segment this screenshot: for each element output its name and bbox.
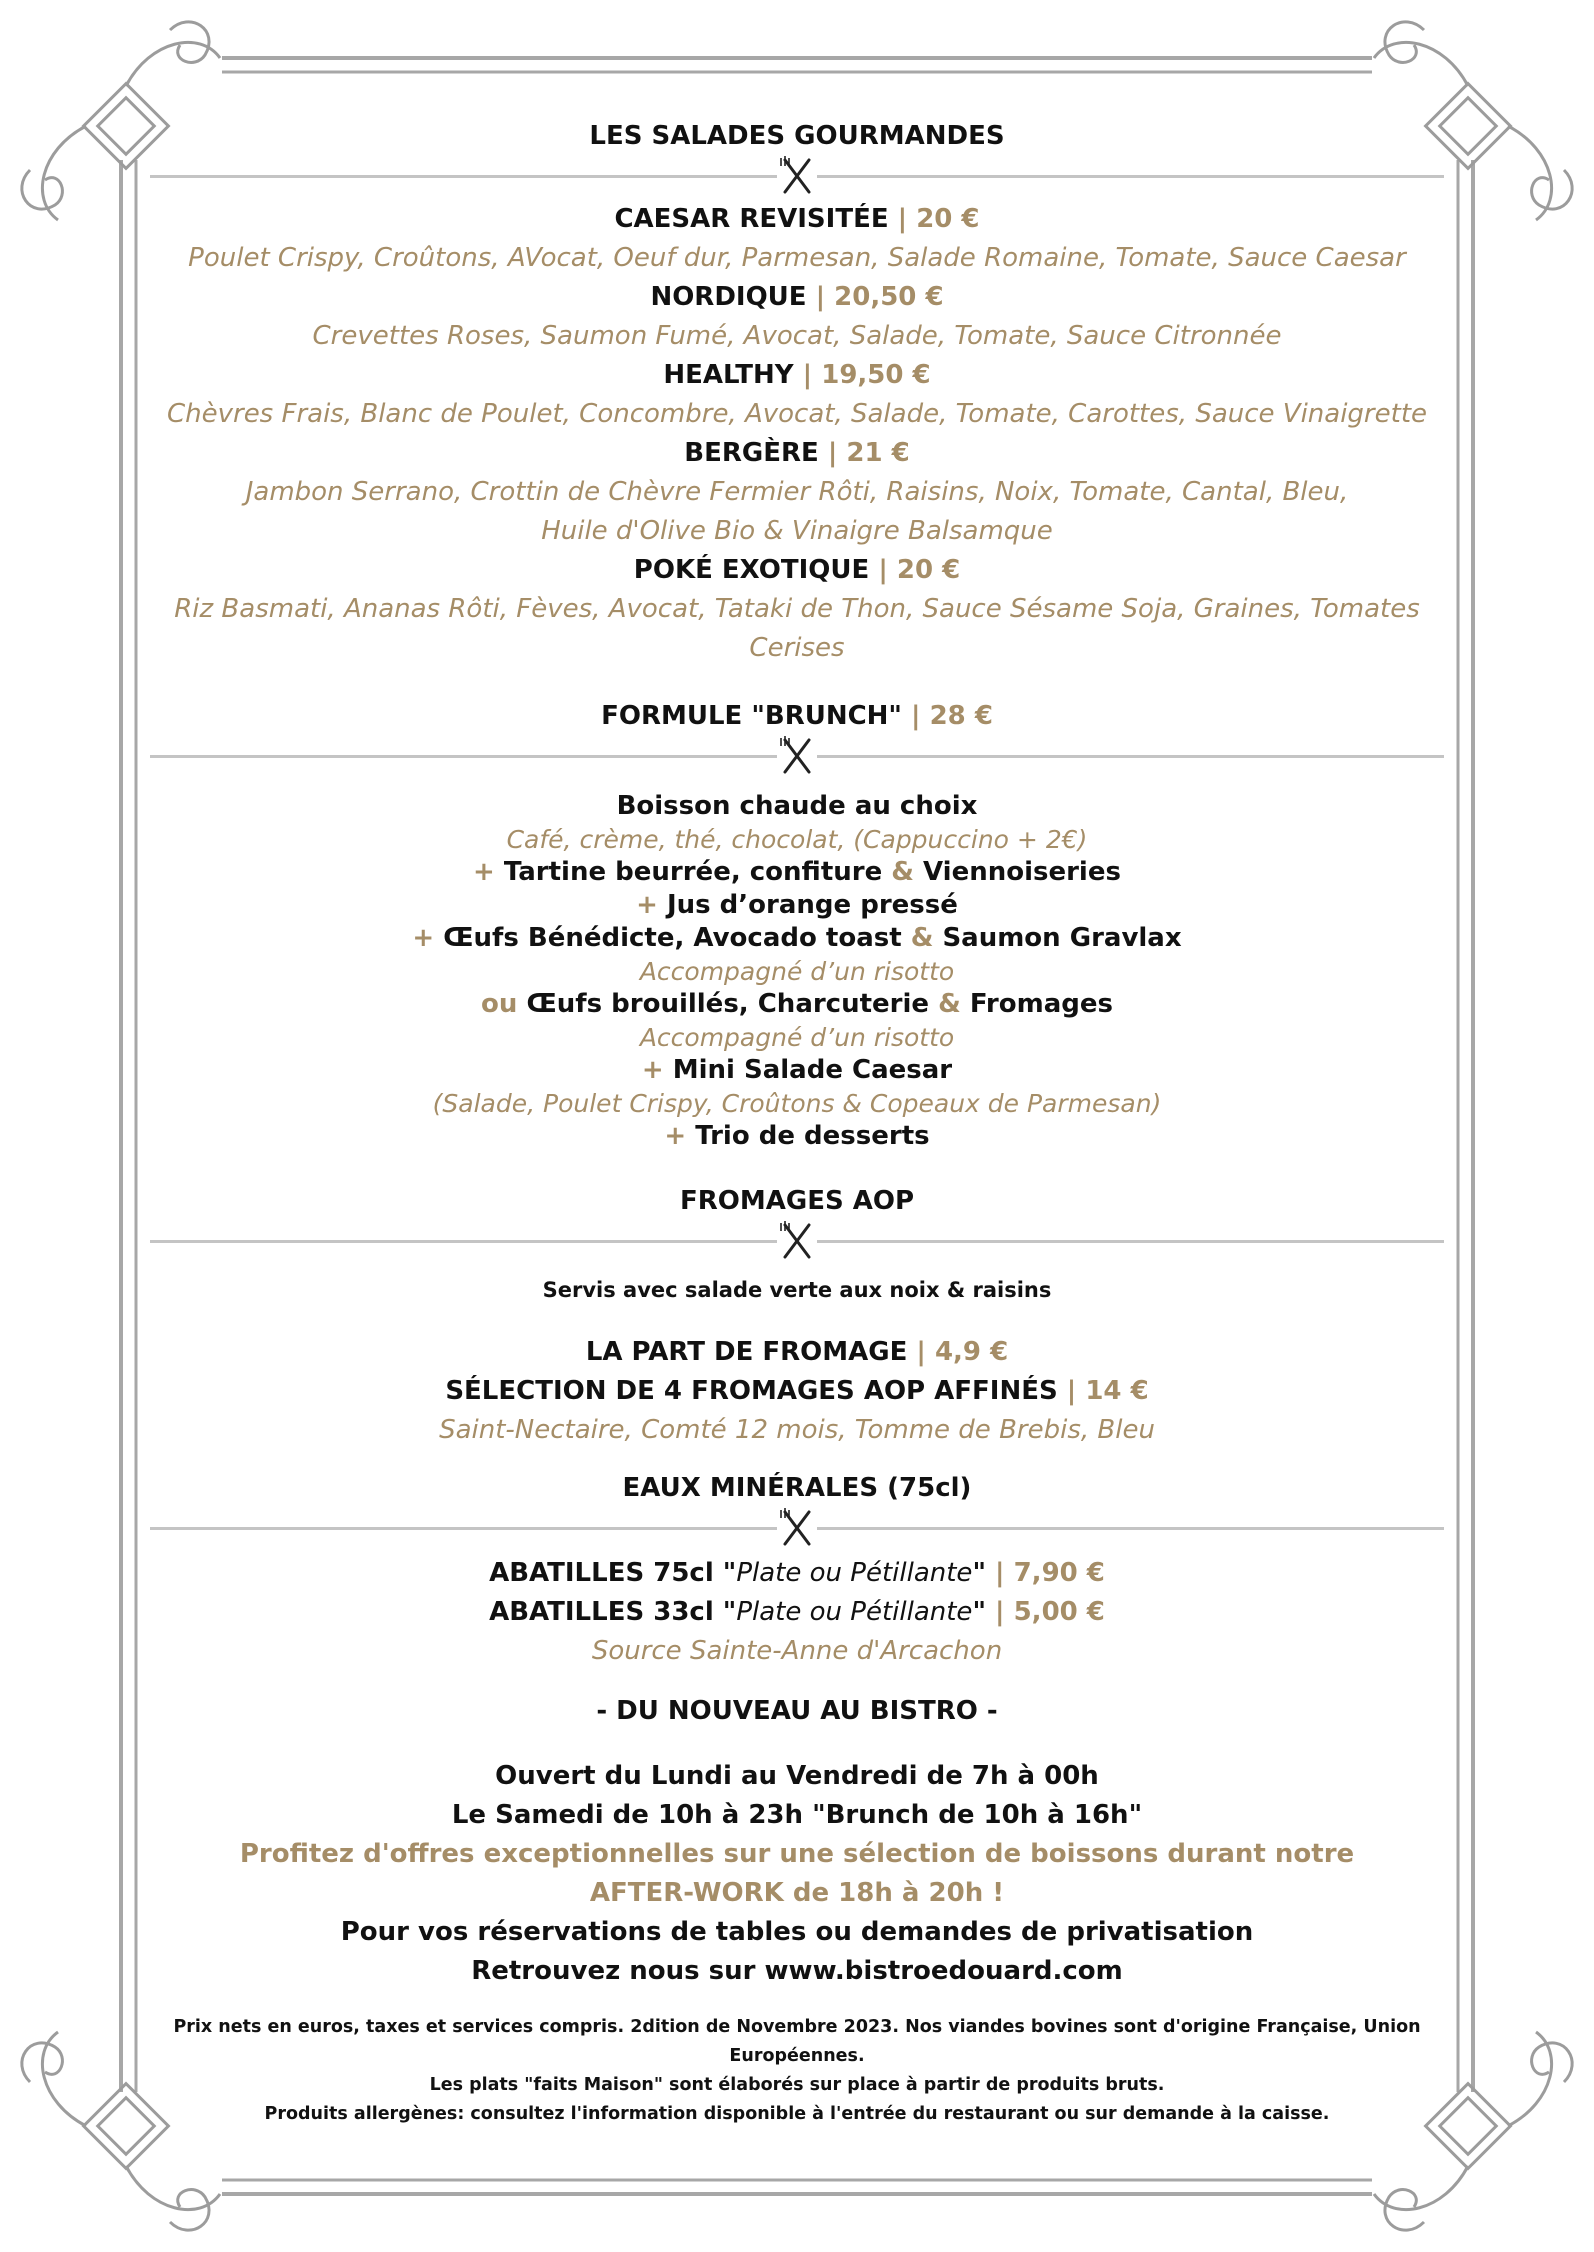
menu-item-description: Saint-Nectaire, Comté 12 mois, Tomme de Brebis, Bleu (439, 1415, 1155, 1445)
promo-line: Profitez d'offres exceptionnelles sur une sélection de boissons durant notre (239, 1839, 1355, 1869)
menu-item-price: | 20 € (869, 555, 961, 585)
salades-list (150, 200, 1444, 668)
menu-item-name: HEALTHY | 19,50 € (663, 360, 931, 390)
section-divider (150, 734, 1444, 778)
section-title-salades: LES SALADES GOURMANDES (589, 121, 1005, 151)
menu-item-description: Jambon Serrano, Crottin de Chèvre Fermier Rôti, Raisins, Noix, Tomate, Cantal, Bleu, (245, 477, 1349, 507)
info-line: Le Samedi de 10h à 23h "Brunch de 10h à 16h" (451, 1800, 1143, 1830)
menu-item-price: | 21 € (818, 438, 910, 468)
menu-item-name: ABATILLES 33cl "Plate ou Pétillante" | 5,00 € (489, 1597, 1105, 1627)
info-line: Pour vos réservations de tables ou demandes de privatisation (340, 1917, 1254, 1947)
fromages-list (150, 1333, 1444, 1450)
menu-item-name: ABATILLES 75cl "Plate ou Pétillante" | 7,90 € (489, 1558, 1105, 1588)
fromages-subtitle: Servis avec salade verte aux noix & raisins (542, 1278, 1052, 1302)
crossed-knife-fork-icon (777, 734, 817, 778)
menu-item-name: POKÉ EXOTIQUE | 20 € (633, 555, 961, 585)
menu-item-description: Chèvres Frais, Blanc de Poulet, Concombre, Avocat, Salade, Tomate, Carottes, Sauce Vinaigrette (166, 399, 1428, 429)
brunch-line: Boisson chaude au choix (616, 791, 978, 821)
menu-item-name: SÉLECTION DE 4 FROMAGES AOP AFFINÉS | 14 € (445, 1376, 1149, 1406)
brunch-detail: Café, crème, thé, chocolat, (Cappuccino + 2€) (506, 825, 1088, 854)
menu-item-name: NORDIQUE | 20,50 € (650, 282, 944, 312)
menu-item-name: BERGÈRE | 21 € (684, 438, 910, 468)
brunch-line: + Trio de desserts (664, 1121, 930, 1151)
menu-item-description: Source Sainte-Anne d'Arcachon (591, 1636, 1003, 1666)
section-divider (150, 1219, 1444, 1263)
section-title-eaux: EAUX MINÉRALES (75cl) (622, 1473, 972, 1503)
menu-item-description: Riz Basmati, Ananas Rôti, Fèves, Avocat, Tataki de Thon, Sauce Sésame Soja, Graines, Tomates Cerises (174, 594, 1420, 663)
nouveau-info (150, 1757, 1444, 1991)
brunch-detail: Accompagné d’un risotto (639, 957, 955, 986)
section-divider (150, 1506, 1444, 1550)
section-title-nouveau: - DU NOUVEAU AU BISTRO - (596, 1696, 998, 1726)
menu-item-description: Crevettes Roses, Saumon Fumé, Avocat, Salade, Tomate, Sauce Citronnée (312, 321, 1282, 351)
crossed-knife-fork-icon (777, 1506, 817, 1550)
info-line: Ouvert du Lundi au Vendredi de 7h à 00h (495, 1761, 1099, 1791)
crossed-knife-fork-icon (777, 154, 817, 198)
brunch-line: + Mini Salade Caesar (641, 1055, 953, 1085)
crossed-knife-fork-icon (777, 1219, 817, 1263)
footer-line: Les plats "faits Maison" sont élaborés sur place à partir de produits bruts. (429, 2075, 1165, 2095)
menu-item-price: | 19,50 € (793, 360, 931, 390)
promo-line: AFTER-WORK de 18h à 20h ! (589, 1878, 1005, 1908)
eaux-list (150, 1554, 1444, 1671)
menu-item-name: LA PART DE FROMAGE | 4,9 € (585, 1337, 1009, 1367)
brunch-list (150, 790, 1444, 1153)
brunch-line: + Jus d’orange pressé (636, 890, 958, 920)
menu-item-description: Poulet Crispy, Croûtons, AVocat, Oeuf dur, Parmesan, Salade Romaine, Tomate, Sauce Caesar (188, 243, 1406, 273)
footer-notes (150, 2013, 1444, 2129)
menu-item-price: | 20,50 € (806, 282, 944, 312)
website-line: Retrouvez nous sur www.bistroedouard.com (471, 1956, 1123, 1986)
brunch-line: ou Œufs brouillés, Charcuterie & Fromages (481, 989, 1113, 1019)
section-title-brunch: FORMULE "BRUNCH" | 28 € (601, 701, 993, 731)
section-divider (150, 154, 1444, 198)
brunch-line: + Tartine beurrée, confiture & Viennoiseries (473, 857, 1121, 887)
menu-item-price: | 20 € (897, 204, 980, 234)
footer-line: Produits allergènes: consultez l'information disponible à l'entrée du restaurant ou sur demande à la caisse. (264, 2104, 1330, 2124)
brunch-detail: (Salade, Poulet Crispy, Croûtons & Copeaux de Parmesan) (432, 1089, 1162, 1118)
section-title-fromages: FROMAGES AOP (679, 1186, 915, 1216)
brunch-line: + Œufs Bénédicte, Avocado toast & Saumon Gravlax (412, 923, 1182, 953)
menu-item-description: Huile d'Olive Bio & Vinaigre Balsamque (541, 516, 1053, 546)
menu-content (150, 118, 1444, 2129)
brunch-detail: Accompagné d’un risotto (639, 1023, 955, 1052)
footer-line: Prix nets en euros, taxes et services compris. 2dition de Novembre 2023. Nos viandes bovines sont d'origine Française, Union Européennes. (173, 2017, 1421, 2066)
menu-item-name: CAESAR REVISITÉE | 20 € (614, 204, 980, 234)
